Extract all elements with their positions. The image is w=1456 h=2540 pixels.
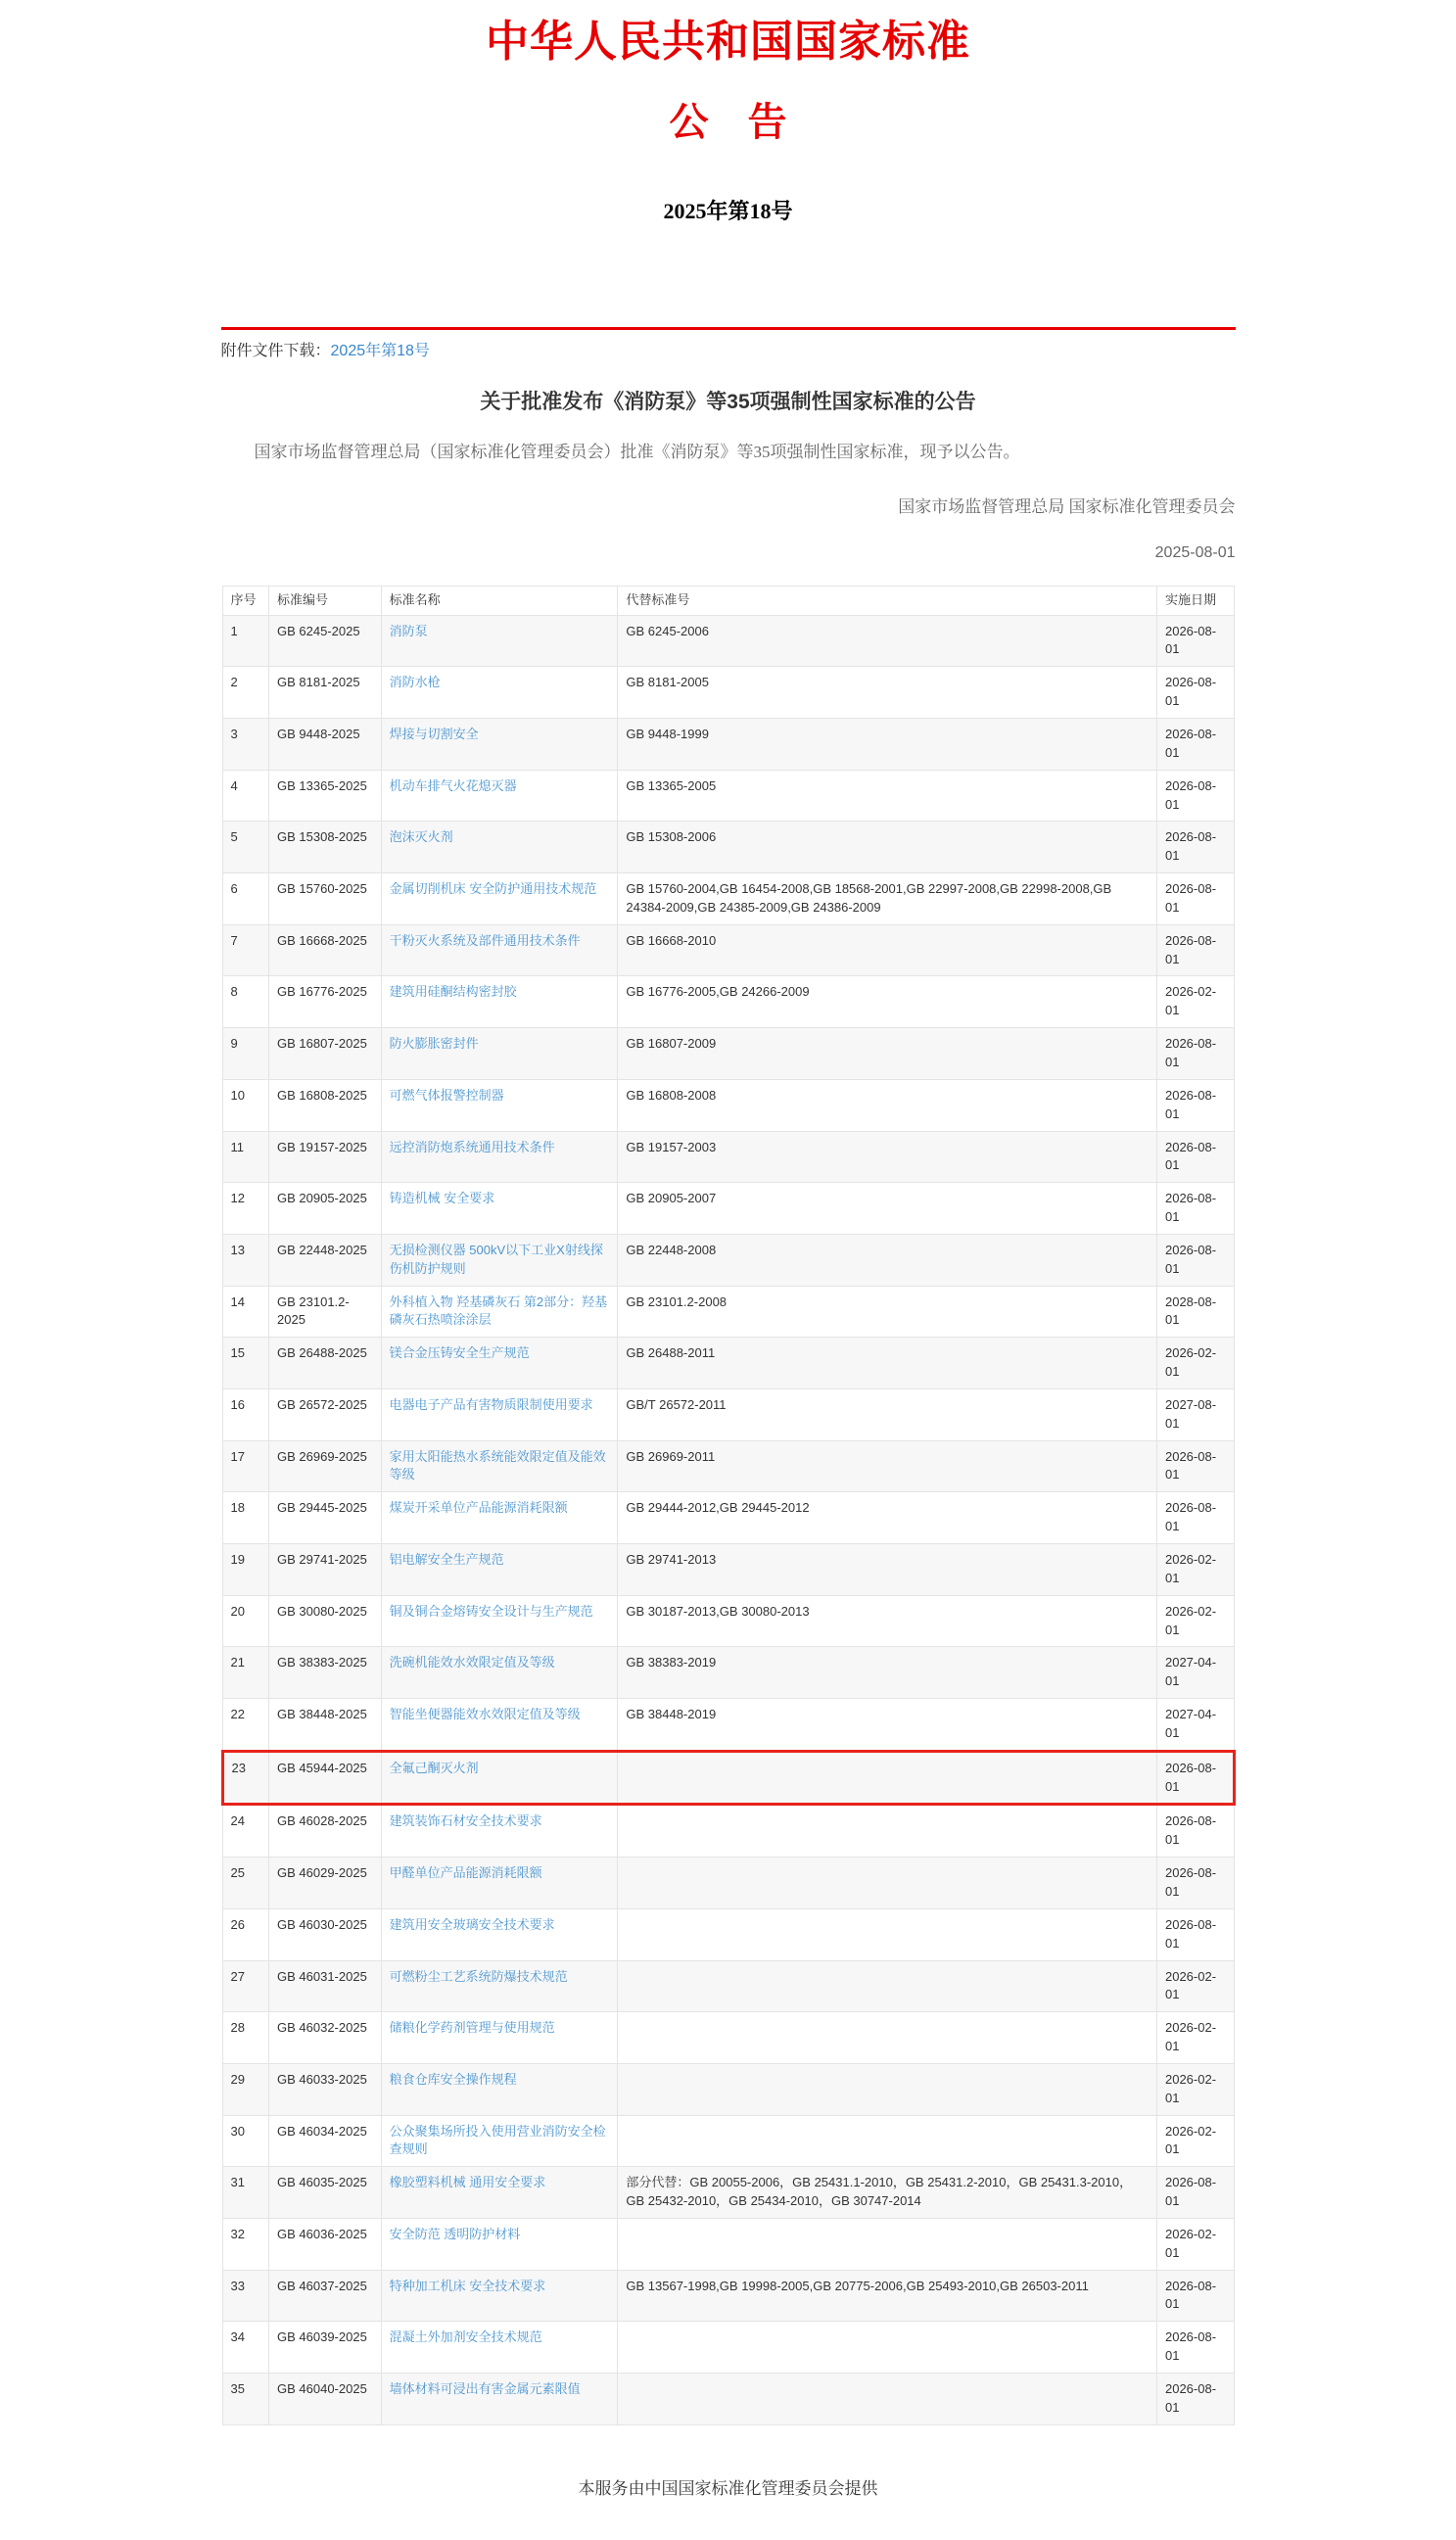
seq-cell: 21 <box>222 1647 269 1699</box>
table-row <box>222 2167 1234 2219</box>
announcement-date: 2025-08-01 <box>1154 543 1236 561</box>
date-cell: 2026-08-01 <box>1156 2374 1234 2425</box>
replaced-cell: GB 19157-2003 <box>618 1131 1157 1183</box>
standard-link[interactable]: 煤炭开采单位产品能源消耗限额 <box>389 1500 568 1516</box>
seq-cell: 27 <box>222 1960 269 2012</box>
standards-table-body <box>222 615 1234 2424</box>
code-cell: GB 16807-2025 <box>269 1028 382 1080</box>
attachment-download-link[interactable]: 2025年第18号 <box>330 342 430 359</box>
name-cell <box>381 1805 618 1858</box>
replaced-cell: GB 13567-1998,GB 19998-2005,GB 20775-2006,GB 25493-2010,GB 26503-2011 <box>618 2270 1157 2322</box>
code-cell: GB 26572-2025 <box>269 1388 382 1440</box>
table-row <box>222 1960 1234 2012</box>
code-cell: GB 26969-2025 <box>269 1440 382 1492</box>
standard-link[interactable]: 储粮化学药剂管理与使用规范 <box>389 2020 555 2036</box>
seq-cell: 15 <box>222 1338 269 1389</box>
code-cell: GB 46039-2025 <box>269 2322 382 2374</box>
table-row <box>222 770 1234 822</box>
date-cell: 2026-08-01 <box>1156 1183 1234 1235</box>
code-cell: GB 19157-2025 <box>269 1131 382 1183</box>
table-row <box>222 1492 1234 1544</box>
standard-link[interactable]: 消防水枪 <box>389 675 441 690</box>
standard-link[interactable]: 铸造机械 安全要求 <box>389 1191 495 1206</box>
standard-link[interactable]: 洗碗机能效水效限定值及等级 <box>389 1655 555 1670</box>
date-cell: 2026-08-01 <box>1156 1751 1234 1805</box>
date-cell: 2026-02-01 <box>1156 976 1234 1028</box>
replaced-cell: GB 15760-2004,GB 16454-2008,GB 18568-2001,GB 22997-2008,GB 22998-2008,GB 24384-2009,GB 24385-2009,GB 24386-2009 <box>618 873 1157 925</box>
code-cell: GB 46037-2025 <box>269 2270 382 2322</box>
date-cell: 2026-08-01 <box>1156 1234 1234 1286</box>
seq-cell: 24 <box>222 1805 269 1858</box>
name-cell <box>381 1338 618 1389</box>
table-row <box>222 976 1234 1028</box>
date-cell: 2026-02-01 <box>1156 2115 1234 2167</box>
standard-link[interactable]: 消防泵 <box>389 623 428 638</box>
seq-cell: 11 <box>222 1131 269 1183</box>
date-cell: 2026-08-01 <box>1156 822 1234 873</box>
code-cell: GB 46029-2025 <box>269 1858 382 1909</box>
replaced-cell: GB 15308-2006 <box>618 822 1157 873</box>
code-cell: GB 30080-2025 <box>269 1595 382 1647</box>
standard-link[interactable]: 外科植入物 羟基磷灰石 第2部分：羟基磷灰石热喷涂涂层 <box>389 1294 608 1328</box>
col-header-replaced: 代替标准号 <box>618 586 1157 615</box>
name-cell <box>381 2063 618 2115</box>
date-cell: 2026-08-01 <box>1156 1028 1234 1080</box>
table-row <box>222 1131 1234 1183</box>
seq-cell: 17 <box>222 1440 269 1492</box>
seq-cell: 26 <box>222 1908 269 1960</box>
replaced-cell <box>618 1908 1157 1960</box>
standard-link[interactable]: 电器电子产品有害物质限制使用要求 <box>389 1396 593 1412</box>
seq-cell: 10 <box>222 1079 269 1131</box>
code-cell: GB 15760-2025 <box>269 873 382 925</box>
code-cell: GB 16668-2025 <box>269 924 382 976</box>
code-cell: GB 26488-2025 <box>269 1338 382 1389</box>
table-row <box>222 1858 1234 1909</box>
date-cell: 2026-08-01 <box>1156 1131 1234 1183</box>
name-cell <box>381 2322 618 2374</box>
replaced-cell: GB 8181-2005 <box>618 667 1157 719</box>
date-cell: 2026-02-01 <box>1156 2063 1234 2115</box>
seq-cell: 5 <box>222 822 269 873</box>
standard-link[interactable]: 智能坐便器能效水效限定值及等级 <box>389 1707 581 1722</box>
seq-cell: 7 <box>222 924 269 976</box>
replaced-cell <box>618 2374 1157 2425</box>
standard-link[interactable]: 铝电解安全生产规范 <box>389 1552 504 1567</box>
table-row <box>222 1595 1234 1647</box>
name-cell <box>381 2270 618 2322</box>
table-row <box>222 1234 1234 1286</box>
seq-cell: 20 <box>222 1595 269 1647</box>
standard-link[interactable]: 建筑用硅酮结构密封胶 <box>389 984 517 1000</box>
code-cell: GB 13365-2025 <box>269 770 382 822</box>
name-cell <box>381 2012 618 2064</box>
date-cell: 2028-08-01 <box>1156 1286 1234 1338</box>
col-header-date: 实施日期 <box>1156 586 1234 615</box>
table-row-highlighted <box>222 1751 1234 1805</box>
replaced-cell: GB 9448-1999 <box>618 719 1157 771</box>
table-row <box>222 2374 1234 2425</box>
announcement-signature: 国家市场监督管理总局 国家标准化管理委员会 <box>898 496 1236 516</box>
col-header-name: 标准名称 <box>381 586 618 615</box>
table-row <box>222 822 1234 873</box>
standard-link[interactable]: 橡胶塑料机械 通用安全要求 <box>389 2175 546 2190</box>
table-row <box>222 1544 1234 1596</box>
name-cell <box>381 822 618 873</box>
table-row <box>222 2115 1234 2167</box>
name-cell <box>381 615 618 667</box>
seq-cell: 35 <box>222 2374 269 2425</box>
name-cell <box>381 1699 618 1752</box>
name-cell <box>381 1286 618 1338</box>
standard-link[interactable]: 公众聚集场所投入使用营业消防安全检查规则 <box>389 2123 606 2157</box>
date-cell: 2026-08-01 <box>1156 2322 1234 2374</box>
replaced-cell <box>618 2115 1157 2167</box>
table-row <box>222 1647 1234 1699</box>
standard-link[interactable]: 混凝土外加剂安全技术规范 <box>389 2329 542 2345</box>
seq-cell: 23 <box>222 1751 269 1805</box>
table-row <box>222 1440 1234 1492</box>
replaced-cell: 部分代替：GB 20055-2006，GB 25431.1-2010，GB 25431.2-2010，GB 25431.3-2010，GB 25432-2010，GB 25434-2010，GB 30747-2014 <box>618 2167 1157 2219</box>
date-cell: 2026-08-01 <box>1156 1858 1234 1909</box>
seq-cell: 16 <box>222 1388 269 1440</box>
replaced-cell: GB 13365-2005 <box>618 770 1157 822</box>
replaced-cell: GB 29444-2012,GB 29445-2012 <box>618 1492 1157 1544</box>
replaced-cell: GB 26488-2011 <box>618 1338 1157 1389</box>
table-row <box>222 1908 1234 1960</box>
name-cell <box>381 667 618 719</box>
name-cell <box>381 1908 618 1960</box>
replaced-cell <box>618 1751 1157 1805</box>
replaced-cell: GB 20905-2007 <box>618 1183 1157 1235</box>
date-cell: 2026-08-01 <box>1156 2270 1234 2322</box>
table-header-row <box>222 586 1234 615</box>
seq-cell: 33 <box>222 2270 269 2322</box>
name-cell <box>381 1131 618 1183</box>
code-cell: GB 8181-2025 <box>269 667 382 719</box>
replaced-cell: GB 16776-2005,GB 24266-2009 <box>618 976 1157 1028</box>
seq-cell: 4 <box>222 770 269 822</box>
seq-cell: 30 <box>222 2115 269 2167</box>
seq-cell: 8 <box>222 976 269 1028</box>
footer-text: 本服务由中国国家标准化管理委员会提供 <box>578 2478 878 2498</box>
code-cell: GB 46034-2025 <box>269 2115 382 2167</box>
seq-cell: 19 <box>222 1544 269 1596</box>
replaced-cell: GB/T 26572-2011 <box>618 1388 1157 1440</box>
code-cell: GB 45944-2025 <box>269 1751 382 1805</box>
name-cell <box>381 976 618 1028</box>
date-cell: 2026-08-01 <box>1156 770 1234 822</box>
standard-link[interactable]: 焊接与切割安全 <box>389 727 479 741</box>
code-cell: GB 46028-2025 <box>269 1805 382 1858</box>
seq-cell: 1 <box>222 615 269 667</box>
code-cell: GB 46031-2025 <box>269 1960 382 2012</box>
seq-cell: 32 <box>222 2218 269 2270</box>
date-cell: 2026-08-01 <box>1156 1805 1234 1858</box>
standard-link[interactable]: 防火膨胀密封件 <box>389 1036 479 1052</box>
standard-link[interactable]: 可燃气体报警控制器 <box>389 1087 504 1103</box>
standard-link[interactable]: 特种加工机床 安全技术要求 <box>389 2278 546 2293</box>
seq-cell: 6 <box>222 873 269 925</box>
replaced-cell <box>618 1858 1157 1909</box>
replaced-cell <box>618 2063 1157 2115</box>
seq-cell: 34 <box>222 2322 269 2374</box>
standard-link[interactable]: 铜及铜合金熔铸安全设计与生产规范 <box>389 1603 593 1619</box>
name-cell <box>381 1544 618 1596</box>
table-row <box>222 2270 1234 2322</box>
replaced-cell <box>618 1805 1157 1858</box>
standard-link[interactable]: 建筑用安全玻璃安全技术要求 <box>389 1916 555 1932</box>
seq-cell: 12 <box>222 1183 269 1235</box>
table-row <box>222 1338 1234 1389</box>
date-cell: 2026-08-01 <box>1156 615 1234 667</box>
name-cell <box>381 924 618 976</box>
col-header-seq: 序号 <box>222 586 269 615</box>
seq-cell: 18 <box>222 1492 269 1544</box>
table-row <box>222 1183 1234 1235</box>
seq-cell: 29 <box>222 2063 269 2115</box>
table-row <box>222 924 1234 976</box>
table-row <box>222 719 1234 771</box>
table-row <box>222 2063 1234 2115</box>
code-cell: GB 15308-2025 <box>269 822 382 873</box>
date-cell: 2026-08-01 <box>1156 2167 1234 2219</box>
name-cell <box>381 1079 618 1131</box>
replaced-cell <box>618 2218 1157 2270</box>
name-cell <box>381 1492 618 1544</box>
code-cell: GB 23101.2-2025 <box>269 1286 382 1338</box>
standard-link[interactable]: 全氟己酮灭火剂 <box>389 1760 479 1775</box>
name-cell <box>381 2218 618 2270</box>
announcement-body: 国家市场监督管理总局（国家标准化管理委员会）批准《消防泵》等35项强制性国家标准，现予以公告。 <box>254 442 1020 461</box>
replaced-cell <box>618 1960 1157 2012</box>
code-cell: GB 6245-2025 <box>269 615 382 667</box>
standard-link[interactable]: 安全防范 透明防护材料 <box>389 2226 521 2241</box>
replaced-cell: GB 23101.2-2008 <box>618 1286 1157 1338</box>
name-cell <box>381 1960 618 2012</box>
standard-link[interactable]: 墙体材料可浸出有害金属元素限值 <box>389 2381 581 2396</box>
date-cell: 2027-04-01 <box>1156 1699 1234 1752</box>
code-cell: GB 29445-2025 <box>269 1492 382 1544</box>
name-cell <box>381 1183 618 1235</box>
table-row <box>222 1699 1234 1752</box>
date-cell: 2026-08-01 <box>1156 1908 1234 1960</box>
replaced-cell: GB 26969-2011 <box>618 1440 1157 1492</box>
name-cell <box>381 2374 618 2425</box>
replaced-cell: GB 16668-2010 <box>618 924 1157 976</box>
content-area <box>221 18 1236 2540</box>
standard-link[interactable]: 金属切削机床 安全防护通用技术规范 <box>389 881 597 897</box>
name-cell <box>381 1440 618 1492</box>
standard-link[interactable]: 家用太阳能热水系统能效限定值及能效等级 <box>389 1448 606 1482</box>
table-row <box>222 1805 1234 1858</box>
date-cell: 2026-02-01 <box>1156 1595 1234 1647</box>
code-cell: GB 46036-2025 <box>269 2218 382 2270</box>
table-row <box>222 2218 1234 2270</box>
table-row <box>222 1079 1234 1131</box>
name-cell <box>381 1234 618 1286</box>
date-cell: 2027-08-01 <box>1156 1388 1234 1440</box>
replaced-cell: GB 38383-2019 <box>618 1647 1157 1699</box>
replaced-cell: GB 6245-2006 <box>618 615 1157 667</box>
name-cell <box>381 1751 618 1805</box>
name-cell <box>381 2115 618 2167</box>
code-cell: GB 29741-2025 <box>269 1544 382 1596</box>
name-cell <box>381 1028 618 1080</box>
standard-link[interactable]: 可燃粉尘工艺系统防爆技术规范 <box>389 1968 568 1984</box>
code-cell: GB 46032-2025 <box>269 2012 382 2064</box>
seq-cell: 28 <box>222 2012 269 2064</box>
code-cell: GB 16808-2025 <box>269 1079 382 1131</box>
name-cell <box>381 873 618 925</box>
page-title: 中华人民共和国国家标准 <box>486 18 970 66</box>
date-cell: 2026-02-01 <box>1156 1338 1234 1389</box>
name-cell <box>381 1647 618 1699</box>
table-row <box>222 1028 1234 1080</box>
standard-link[interactable]: 泡沫灭火剂 <box>389 829 453 845</box>
table-row <box>222 2012 1234 2064</box>
name-cell <box>381 1595 618 1647</box>
announcement-title: 关于批准发布《消防泵》等35项强制性国家标准的公告 <box>480 390 976 413</box>
code-cell: GB 46040-2025 <box>269 2374 382 2425</box>
attachment-label: 附件文件下载： <box>220 342 331 359</box>
seq-cell: 3 <box>222 719 269 771</box>
replaced-cell: GB 38448-2019 <box>618 1699 1157 1752</box>
seq-cell: 31 <box>222 2167 269 2219</box>
date-cell: 2026-08-01 <box>1156 719 1234 771</box>
name-cell <box>381 719 618 771</box>
date-cell: 2026-08-01 <box>1156 1492 1234 1544</box>
code-cell: GB 38448-2025 <box>269 1699 382 1752</box>
replaced-cell: GB 22448-2008 <box>618 1234 1157 1286</box>
table-row <box>222 615 1234 667</box>
replaced-cell <box>618 2322 1157 2374</box>
standard-link[interactable]: 机动车排气火花熄灭器 <box>389 777 517 793</box>
standard-link[interactable]: 甲醛单位产品能源消耗限额 <box>389 1865 542 1881</box>
code-cell: GB 22448-2025 <box>269 1234 382 1286</box>
seq-cell: 14 <box>222 1286 269 1338</box>
standard-link[interactable]: 远控消防炮系统通用技术条件 <box>389 1139 555 1154</box>
table-row <box>222 1286 1234 1338</box>
seq-cell: 2 <box>222 667 269 719</box>
issue-number: 2025年第18号 <box>663 198 793 223</box>
col-header-code: 标准编号 <box>269 586 382 615</box>
standards-table <box>221 586 1236 2425</box>
seq-cell: 25 <box>222 1858 269 1909</box>
replaced-cell: GB 16808-2008 <box>618 1079 1157 1131</box>
seq-cell: 13 <box>222 1234 269 1286</box>
code-cell: GB 16776-2025 <box>269 976 382 1028</box>
name-cell <box>381 1388 618 1440</box>
name-cell <box>381 2167 618 2219</box>
table-row <box>222 667 1234 719</box>
date-cell: 2026-08-01 <box>1156 924 1234 976</box>
replaced-cell: GB 30187-2013,GB 30080-2013 <box>618 1595 1157 1647</box>
standard-link[interactable]: 无损检测仪器 500kV以下工业X射线探伤机防护规则 <box>389 1242 603 1276</box>
standard-link[interactable]: 镁合金压铸安全生产规范 <box>389 1345 530 1361</box>
standard-link[interactable]: 粮食仓库安全操作规程 <box>389 2071 517 2087</box>
code-cell: GB 46033-2025 <box>269 2063 382 2115</box>
replaced-cell: GB 29741-2013 <box>618 1544 1157 1596</box>
code-cell: GB 46035-2025 <box>269 2167 382 2219</box>
seq-cell: 9 <box>222 1028 269 1080</box>
date-cell: 2027-04-01 <box>1156 1647 1234 1699</box>
table-row <box>222 1388 1234 1440</box>
table-row <box>222 2322 1234 2374</box>
date-cell: 2026-02-01 <box>1156 2218 1234 2270</box>
date-cell: 2026-02-01 <box>1156 1960 1234 2012</box>
date-cell: 2026-08-01 <box>1156 1440 1234 1492</box>
code-cell: GB 46030-2025 <box>269 1908 382 1960</box>
page-subtitle: 公 告 <box>669 99 787 144</box>
date-cell: 2026-08-01 <box>1156 873 1234 925</box>
attachment-bar <box>221 327 1236 360</box>
code-cell: GB 38383-2025 <box>269 1647 382 1699</box>
seq-cell: 22 <box>222 1699 269 1752</box>
table-row <box>222 873 1234 925</box>
code-cell: GB 20905-2025 <box>269 1183 382 1235</box>
name-cell <box>381 1858 618 1909</box>
replaced-cell <box>618 2012 1157 2064</box>
date-cell: 2026-02-01 <box>1156 2012 1234 2064</box>
standard-link[interactable]: 干粉灭火系统及部件通用技术条件 <box>389 932 581 948</box>
replaced-cell: GB 16807-2009 <box>618 1028 1157 1080</box>
date-cell: 2026-02-01 <box>1156 1544 1234 1596</box>
name-cell <box>381 770 618 822</box>
date-cell: 2026-08-01 <box>1156 1079 1234 1131</box>
code-cell: GB 9448-2025 <box>269 719 382 771</box>
date-cell: 2026-08-01 <box>1156 667 1234 719</box>
standard-link[interactable]: 建筑装饰石材安全技术要求 <box>389 1813 542 1829</box>
